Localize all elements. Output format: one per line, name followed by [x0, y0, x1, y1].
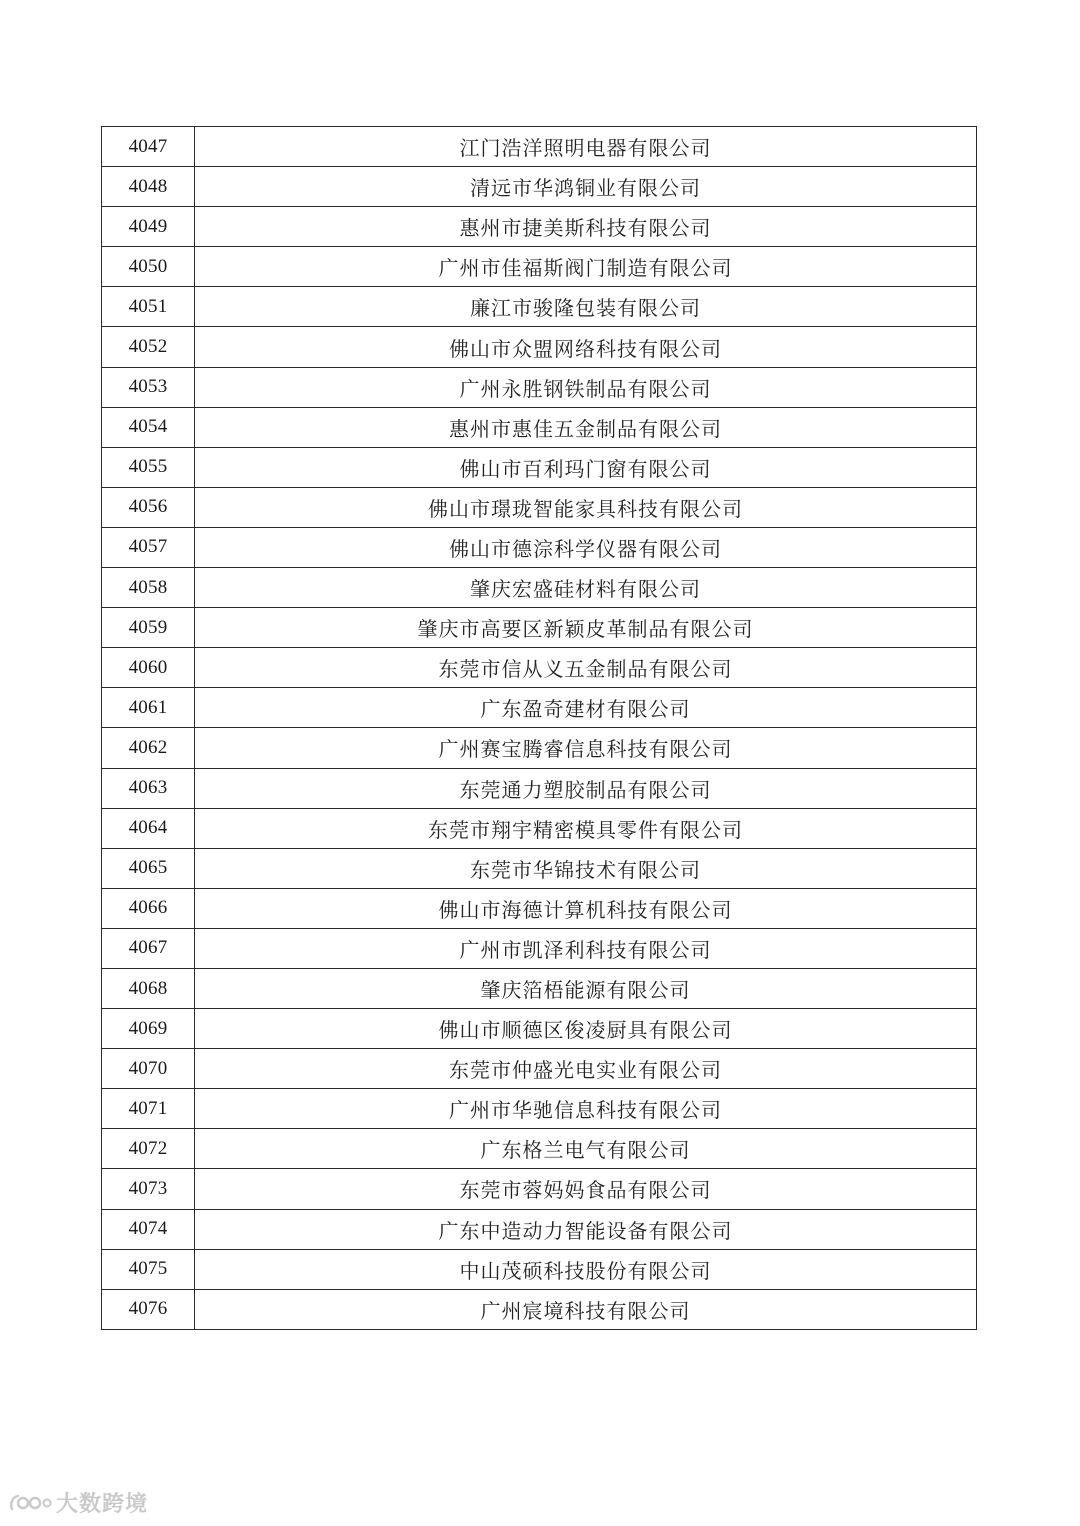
company-list-table	[101, 126, 977, 1330]
row-number: 4075	[102, 1249, 195, 1289]
table-row	[102, 367, 977, 407]
table-row	[102, 808, 977, 848]
row-number: 4061	[102, 688, 195, 728]
row-number: 4067	[102, 928, 195, 968]
row-number: 4049	[102, 207, 195, 247]
row-number: 4076	[102, 1289, 195, 1329]
row-number: 4059	[102, 608, 195, 648]
table-row	[102, 888, 977, 928]
company-name: 广州赛宝腾睿信息科技有限公司	[195, 728, 977, 768]
company-name: 广州市佳福斯阀门制造有限公司	[195, 247, 977, 287]
row-number: 4062	[102, 728, 195, 768]
company-name: 佛山市海德计算机科技有限公司	[195, 888, 977, 928]
row-number: 4058	[102, 568, 195, 608]
table-row	[102, 1169, 977, 1209]
company-name: 广州永胜钢铁制品有限公司	[195, 367, 977, 407]
company-name: 广东格兰电气有限公司	[195, 1129, 977, 1169]
table-row	[102, 127, 977, 167]
table-row	[102, 568, 977, 608]
company-list-table-wrap	[101, 126, 977, 1330]
table-row	[102, 728, 977, 768]
table-row	[102, 487, 977, 527]
row-number: 4063	[102, 768, 195, 808]
company-name: 东莞市仲盛光电实业有限公司	[195, 1049, 977, 1089]
row-number: 4060	[102, 648, 195, 688]
table-body	[102, 127, 977, 1330]
table-row	[102, 848, 977, 888]
table-row	[102, 968, 977, 1008]
company-name: 清远市华鸿铜业有限公司	[195, 167, 977, 207]
company-name: 江门浩洋照明电器有限公司	[195, 127, 977, 167]
table-row	[102, 247, 977, 287]
table-row	[102, 648, 977, 688]
row-number: 4073	[102, 1169, 195, 1209]
table-row	[102, 768, 977, 808]
table-row	[102, 1249, 977, 1289]
company-name: 广东中造动力智能设备有限公司	[195, 1209, 977, 1249]
row-number: 4056	[102, 487, 195, 527]
company-name: 佛山市顺德区俊凌厨具有限公司	[195, 1009, 977, 1049]
logo-icon	[8, 1492, 52, 1514]
row-number: 4065	[102, 848, 195, 888]
table-row	[102, 1209, 977, 1249]
row-number: 4064	[102, 808, 195, 848]
row-number: 4074	[102, 1209, 195, 1249]
company-name: 广州市华驰信息科技有限公司	[195, 1089, 977, 1129]
company-name: 肇庆市高要区新颖皮革制品有限公司	[195, 608, 977, 648]
row-number: 4052	[102, 327, 195, 367]
company-name: 东莞市华锦技术有限公司	[195, 848, 977, 888]
row-number: 4070	[102, 1049, 195, 1089]
company-name: 佛山市众盟网络科技有限公司	[195, 327, 977, 367]
company-name: 惠州市惠佳五金制品有限公司	[195, 407, 977, 447]
table-row	[102, 407, 977, 447]
row-number: 4050	[102, 247, 195, 287]
table-row	[102, 447, 977, 487]
company-name: 东莞通力塑胶制品有限公司	[195, 768, 977, 808]
table-row	[102, 608, 977, 648]
company-name: 肇庆箔梧能源有限公司	[195, 968, 977, 1008]
table-row	[102, 928, 977, 968]
row-number: 4068	[102, 968, 195, 1008]
watermark	[8, 1487, 148, 1518]
table-row	[102, 1089, 977, 1129]
row-number: 4047	[102, 127, 195, 167]
table-row	[102, 207, 977, 247]
company-name: 广东盈奇建材有限公司	[195, 688, 977, 728]
company-name: 惠州市捷美斯科技有限公司	[195, 207, 977, 247]
company-name: 佛山市璟珑智能家具科技有限公司	[195, 487, 977, 527]
table-row	[102, 1049, 977, 1089]
table-row	[102, 327, 977, 367]
row-number: 4066	[102, 888, 195, 928]
row-number: 4053	[102, 367, 195, 407]
table-row	[102, 167, 977, 207]
table-row	[102, 527, 977, 567]
company-name: 东莞市翔宇精密模具零件有限公司	[195, 808, 977, 848]
company-name: 佛山市德淙科学仪器有限公司	[195, 527, 977, 567]
company-name: 广州宸境科技有限公司	[195, 1289, 977, 1329]
row-number: 4055	[102, 447, 195, 487]
company-name: 佛山市百利玛门窗有限公司	[195, 447, 977, 487]
row-number: 4072	[102, 1129, 195, 1169]
row-number: 4051	[102, 287, 195, 327]
table-row	[102, 688, 977, 728]
company-name: 广州市凯泽利科技有限公司	[195, 928, 977, 968]
watermark-text: 大数跨境	[56, 1492, 149, 1517]
company-name: 东莞市信从义五金制品有限公司	[195, 648, 977, 688]
row-number: 4054	[102, 407, 195, 447]
table-row	[102, 1129, 977, 1169]
table-row	[102, 1009, 977, 1049]
company-name: 东莞市蓉妈妈食品有限公司	[195, 1169, 977, 1209]
table-row	[102, 1289, 977, 1329]
table-row	[102, 287, 977, 327]
company-name: 肇庆宏盛硅材料有限公司	[195, 568, 977, 608]
company-name: 中山茂硕科技股份有限公司	[195, 1249, 977, 1289]
row-number: 4057	[102, 527, 195, 567]
row-number: 4071	[102, 1089, 195, 1129]
row-number: 4069	[102, 1009, 195, 1049]
row-number: 4048	[102, 167, 195, 207]
company-name: 廉江市骏隆包装有限公司	[195, 287, 977, 327]
